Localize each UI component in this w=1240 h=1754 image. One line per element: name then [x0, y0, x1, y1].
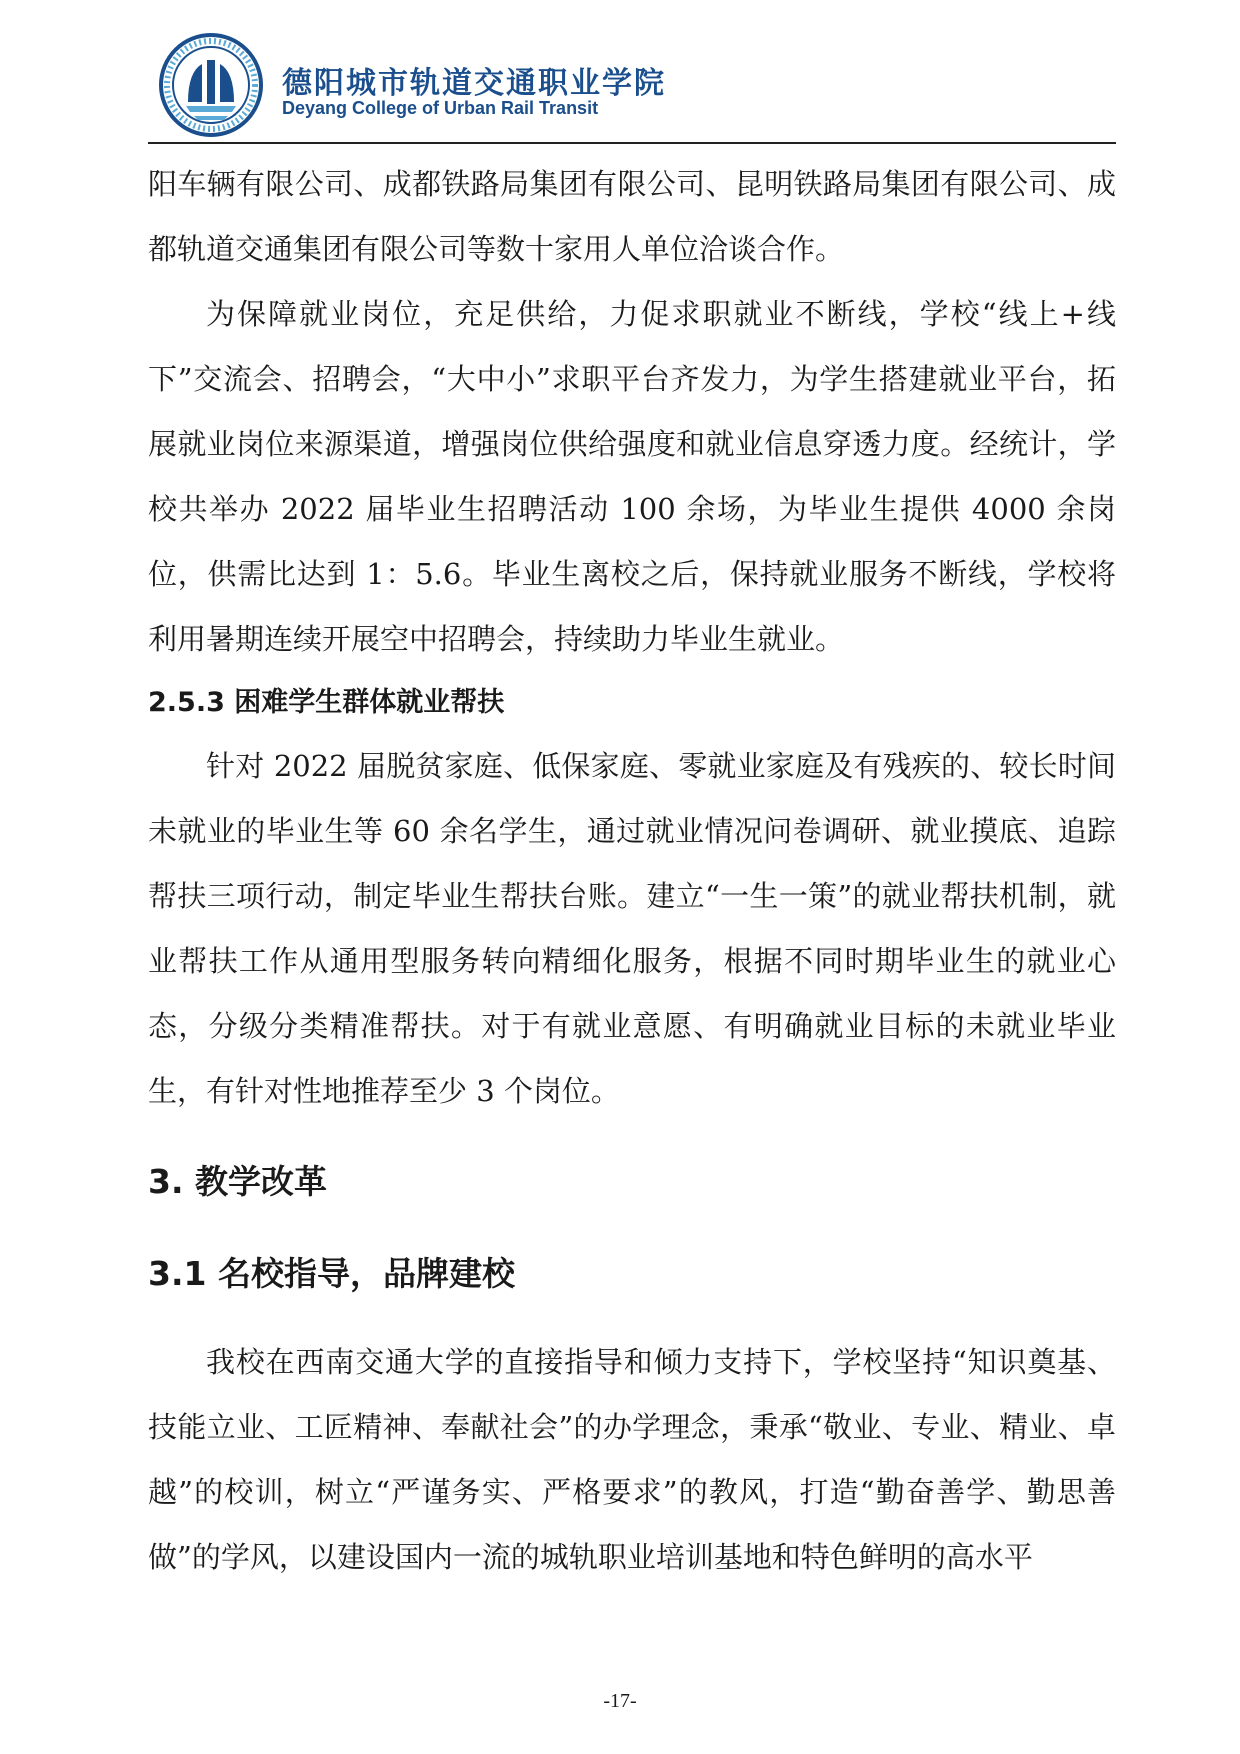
college-name-chinese: 德阳城市轨道交通职业学院: [282, 66, 666, 101]
header-divider: [148, 142, 1116, 144]
section-heading-3-1: 3.1 名校指导，品牌建校: [148, 1254, 515, 1293]
college-name-english: Deyang College of Urban Rail Transit: [282, 98, 599, 118]
paragraph-employment-platform: 为保障就业岗位，充足供给，力促求职就业不断线，学校“线上+线下”交流会、招聘会，“大中小”求职平台齐发力，为学生搭建就业平台，拓展就业岗位来源渠道，增强岗位供给强度和就业信息穿透力度。经统计，学校共举办 2022 届毕业生招聘活动 100 余场，为毕业生提供 4000 余岗位，供需比达到 1：5.6。毕业生离校之后，保持就业服务不断线，学校将利用暑期连续开展空中招聘会，持续助力毕业生就业。: [148, 297, 1116, 656]
paragraph-continued: 阳车辆有限公司、成都铁路局集团有限公司、昆明铁路局集团有限公司、成都轨道交通集团有限公司等数十家用人单位洽谈合作。: [148, 167, 1116, 266]
section-heading-2-5-3: 2.5.3 困难学生群体就业帮扶: [148, 687, 505, 718]
page-header: [158, 30, 1118, 142]
document-body: [148, 152, 1116, 1590]
paragraph-school-philosophy: 我校在西南交通大学的直接指导和倾力支持下，学校坚持“知识奠基、技能立业、工匠精神、奉献社会”的办学理念，秉承“敬业、专业、精业、卓越”的校训，树立“严谨务实、严格要求”的教风，打造“勤奋善学、勤思善做”的学风，以建设国内一流的城轨职业培训基地和特色鲜明的高水平: [148, 1345, 1116, 1574]
page-number: -17-: [603, 1690, 637, 1712]
section-heading-3: 3. 教学改革: [148, 1162, 327, 1201]
college-emblem-icon: [158, 32, 264, 138]
paragraph-assistance: 针对 2022 届脱贫家庭、低保家庭、零就业家庭及有残疾的、较长时间未就业的毕业生等 60 余名学生，通过就业情况问卷调研、就业摸底、追踪帮扶三项行动，制定毕业生帮扶台账。建立“一生一策”的就业帮扶机制，就业帮扶工作从通用型服务转向精细化服务，根据不同时期毕业生的就业心态，分级分类精准帮扶。对于有就业意愿、有明确就业目标的未就业毕业生，有针对性地推荐至少 3 个岗位。: [148, 749, 1116, 1108]
